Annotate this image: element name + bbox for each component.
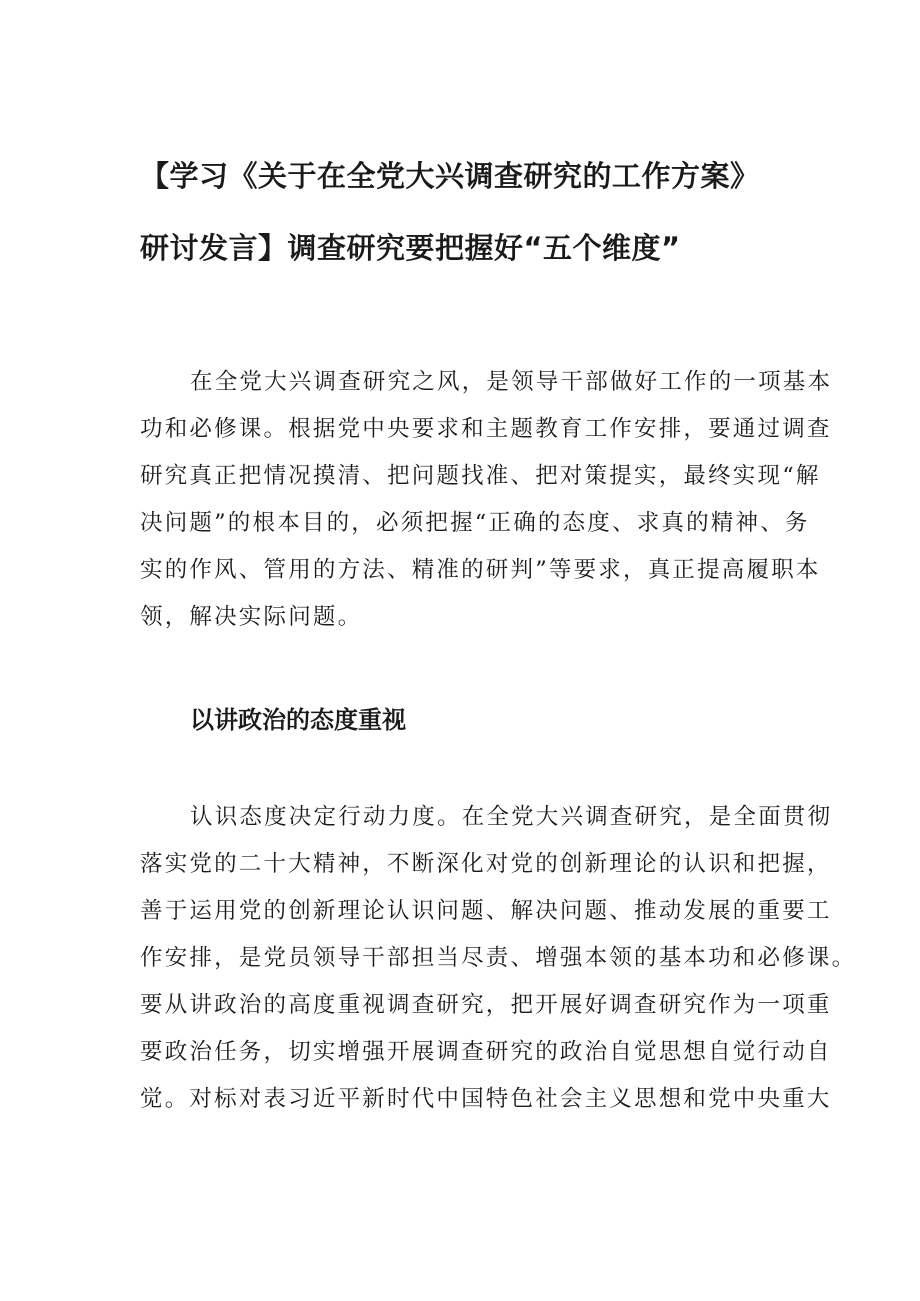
- title-line: 研讨发言】调查研究要把握好“五个维度”: [140, 231, 681, 265]
- section-heading: 以讲政治的态度重视: [190, 706, 406, 734]
- paragraph-line: 作安排，是党员领导干部担当尽责、增强本领的基本功和必修课。: [140, 945, 857, 971]
- paragraph-line: 决问题”的根本目的，必须把握“正确的态度、求真的精神、务: [140, 510, 810, 536]
- paragraph-line: 领，解决实际问题。: [140, 604, 363, 630]
- paragraph-line: 在全党大兴调查研究之风，是领导干部做好工作的一项基本: [190, 369, 833, 395]
- paragraph-line: 实的作风、管用的方法、精准的研判”等要求，真正提高履职本: [140, 557, 821, 583]
- paragraph-line: 要从讲政治的高度重视调查研究，把开展好调查研究作为一项重: [140, 992, 832, 1018]
- paragraph-line: 觉。对标对表习近平新时代中国特色社会主义思想和党中央重大: [140, 1086, 832, 1112]
- section-paragraph: [140, 794, 857, 1123]
- paragraph-line: 要政治任务，切实增强开展调查研究的政治自觉思想自觉行动自: [140, 1039, 832, 1065]
- title-line: 【学习《关于在全党大兴调查研究的工作方案》: [140, 159, 760, 193]
- document-title: [140, 140, 800, 284]
- paragraph-line: 研究真正把情况摸清、把问题找准、把对策提实，最终实现“解: [140, 463, 821, 489]
- intro-paragraph: [140, 359, 833, 641]
- paragraph-line: 功和必修课。根据党中央要求和主题教育工作安排，要通过调查: [140, 416, 832, 442]
- paragraph-line: 落实党的二十大精神，不断深化对党的创新理论的认识和把握，: [140, 851, 832, 877]
- paragraph-line: 认识态度决定行动力度。在全党大兴调查研究，是全面贯彻: [190, 804, 833, 830]
- paragraph-line: 善于运用党的创新理论认识问题、解决问题、推动发展的重要工: [140, 898, 832, 924]
